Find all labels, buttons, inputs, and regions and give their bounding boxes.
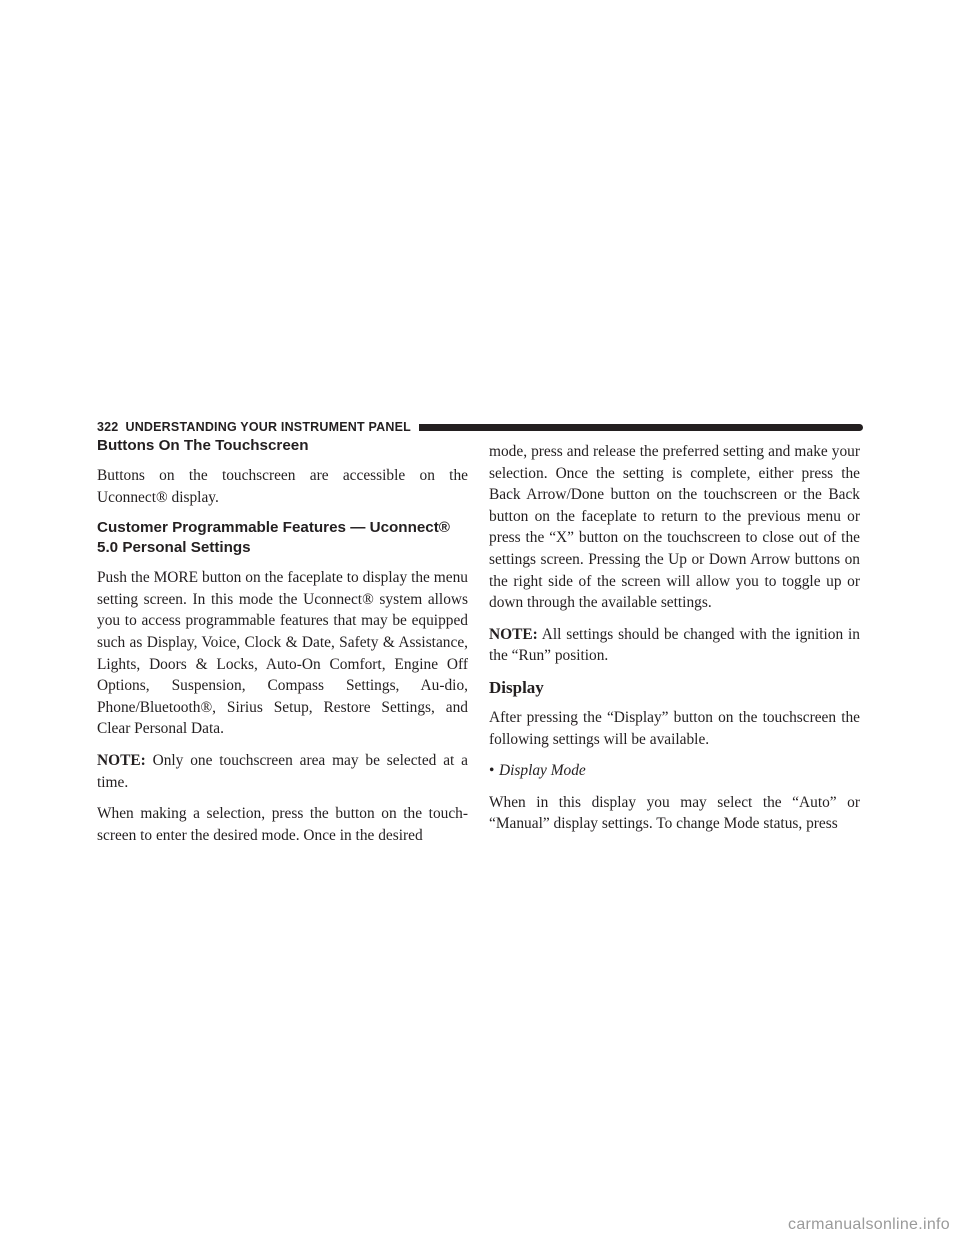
paragraph-display-mode: When in this display you may select the “Auto” or “Manual” display settings. To change Mode status, press xyxy=(489,793,860,833)
bullet-display-mode xyxy=(489,760,860,782)
heading-features-line2: 5.0 Personal Settings xyxy=(97,539,251,557)
page-number: 322 xyxy=(97,420,119,434)
heading-features-line1: Customer Programmable Features — Uconnect® xyxy=(97,519,450,537)
bullet-display-mode-label: Display Mode xyxy=(499,762,586,780)
paragraph-selection: When making a selection, press the button on the touch-screen to enter the desired mode. Once in the desired xyxy=(97,805,468,844)
paragraph-continued: mode, press and release the preferred setting and make your selection. Once the setting is complete, either press the Back Arrow/Done button on the touchscreen or the Back button on the faceplate to return to the previous menu or press the “X” button on the touchscreen to close out of the settings screen. Pressing the Up or Down Arrow buttons on the right side of the screen will allow you to toggle up or down through the available settings. xyxy=(489,443,860,612)
note-two-text: All settings should be changed with the ignition in the “Run” position. xyxy=(489,625,860,665)
note-one-text: Only one touchscreen area may be selected at a time. xyxy=(97,751,468,791)
note-two-label: NOTE: xyxy=(489,625,538,643)
heading-programmable-features xyxy=(97,518,468,558)
running-head: UNDERSTANDING YOUR INSTRUMENT PANEL xyxy=(125,420,411,434)
note-one xyxy=(97,750,468,793)
paragraph-touchscreen: Buttons on the touchscreen are accessible on the Uconnect® display. xyxy=(97,467,468,506)
note-one-label: NOTE: xyxy=(97,751,146,769)
header-rule xyxy=(419,424,863,431)
bullet-dot-icon: • xyxy=(489,762,495,780)
right-column xyxy=(489,441,860,845)
heading-display: Display xyxy=(489,677,544,697)
page-header xyxy=(97,418,863,436)
paragraph-more-button: Push the MORE button on the faceplate to display the menu setting screen. In this mode the Uconnect® system allows you to access programmable features that may be equipped such as Display, Voice, Clock & Date, Safety & Assistance, Lights, Doors & Locks, Auto-On Comfort, Engine Off Options, Suspension, Compass Settings, Au-dio, Phone/Bluetooth®, Sirius Setup, Restore Settings, and Clear Personal Data. xyxy=(97,569,468,738)
note-two xyxy=(489,624,860,667)
footer-watermark: carmanualsonline.info xyxy=(788,1216,950,1233)
left-column xyxy=(97,436,468,856)
heading-buttons-on-touchscreen: Buttons On The Touchscreen xyxy=(97,437,309,454)
paragraph-display: After pressing the “Display” button on the touchscreen the following settings will be available. xyxy=(489,708,860,748)
